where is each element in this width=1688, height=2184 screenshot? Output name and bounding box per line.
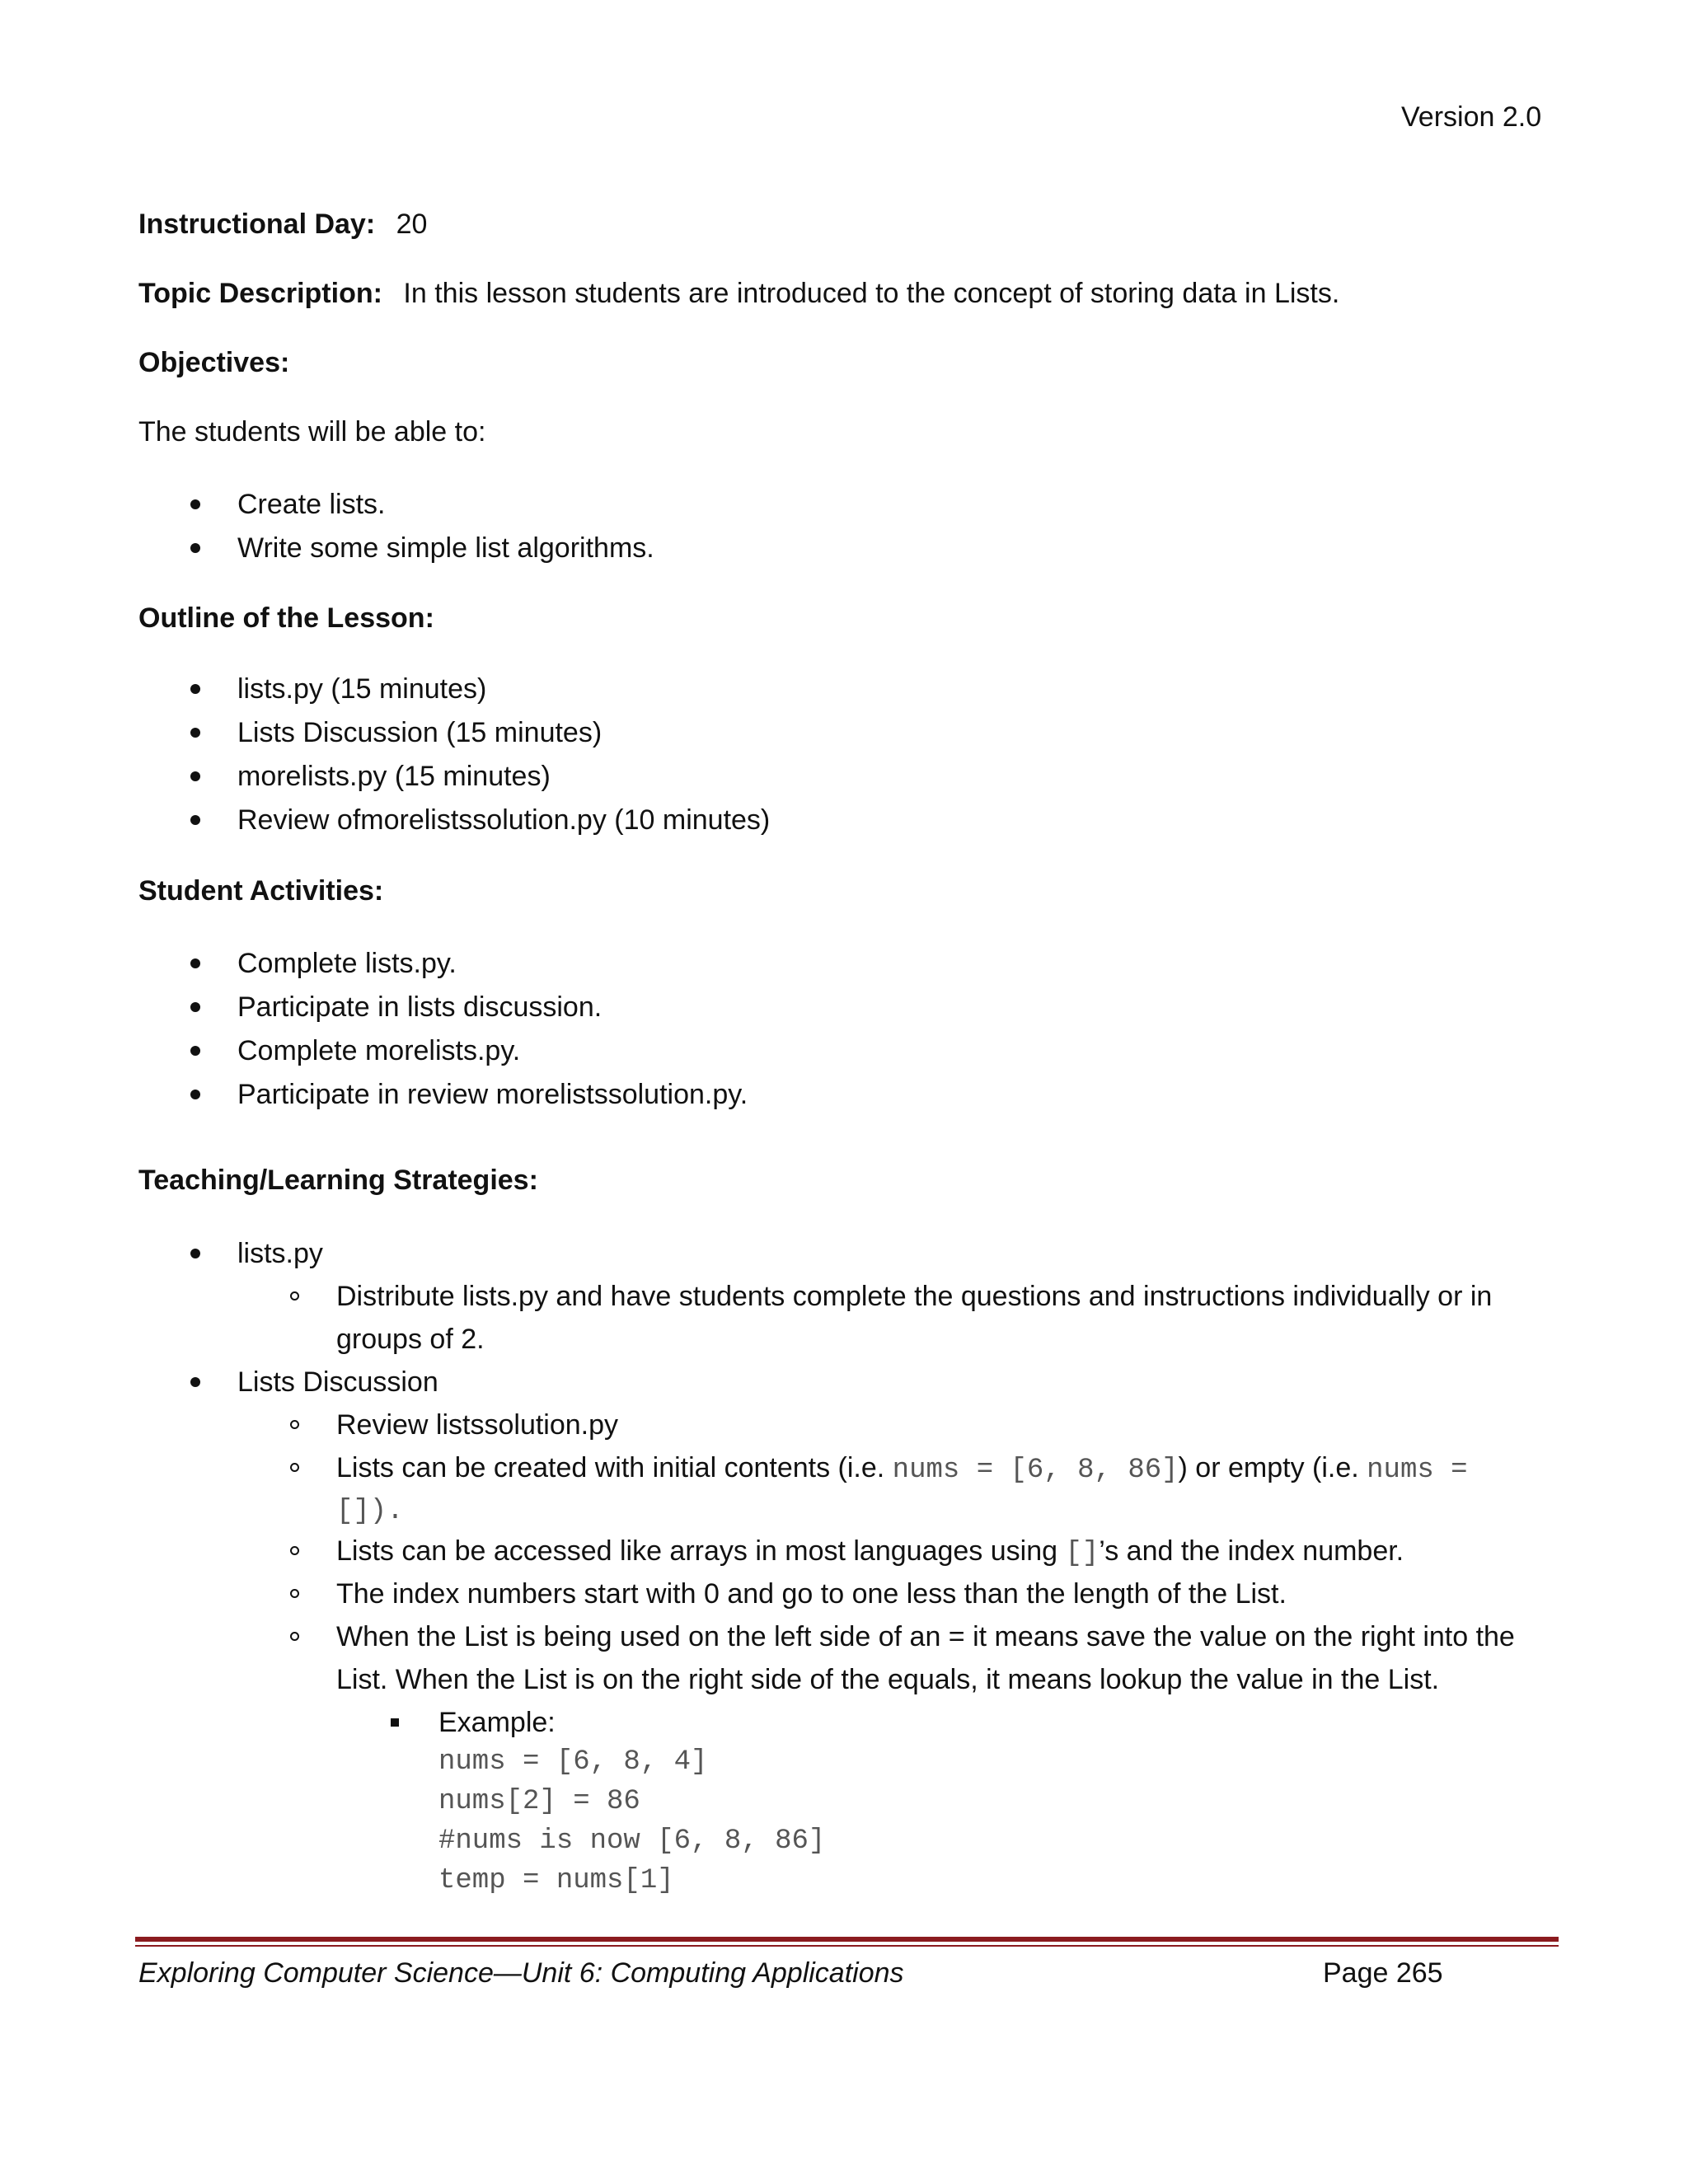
- strategy-subitem-cont: List. When the List is on the right side of the equals, it means lookup the value in the List.: [336, 1664, 1440, 1695]
- activity-item: Complete lists.py.: [237, 948, 457, 979]
- circle-bullet-icon: [290, 1632, 299, 1641]
- instructional-day-label: Instructional Day:: [138, 209, 376, 240]
- activity-item: Participate in lists discussion.: [237, 991, 603, 1023]
- outline-heading: Outline of the Lesson:: [138, 602, 434, 634]
- code-inline: nums =: [1367, 1455, 1468, 1486]
- strategies-heading: Teaching/Learning Strategies:: [138, 1165, 538, 1196]
- footer-rule-thin: [135, 1945, 1559, 1947]
- code-inline: []: [1065, 1538, 1100, 1569]
- strategy-subitem: [336, 1533, 1404, 1572]
- text-segment: ) or empty (i.e.: [1178, 1452, 1367, 1483]
- objectives-heading: Objectives:: [138, 347, 290, 378]
- outline-item: Review ofmorelistssolution.py (10 minutes): [237, 804, 771, 836]
- strategy-subitem: When the List is being used on the left side of an = it means save the value on the right into the: [336, 1621, 1515, 1652]
- topic-label: Topic Description:: [138, 278, 382, 309]
- instructional-day: [138, 206, 427, 242]
- footer-rule: [135, 1937, 1559, 1942]
- outline-item: Lists Discussion (15 minutes): [237, 717, 603, 748]
- bullet-icon: [190, 1046, 200, 1056]
- square-bullet-icon: [391, 1718, 399, 1727]
- bullet-icon: [190, 728, 200, 738]
- bullet-icon: [190, 1090, 200, 1099]
- bullet-icon: [190, 543, 200, 553]
- circle-bullet-icon: [290, 1463, 299, 1472]
- page-number: Page 265: [1323, 1957, 1443, 1989]
- strategy-subitem: [336, 1450, 1468, 1488]
- footer-title: Exploring Computer Science—Unit 6: Computing Applications: [138, 1957, 904, 1989]
- activity-item: Complete morelists.py.: [237, 1035, 521, 1066]
- example-label: Example:: [438, 1707, 556, 1738]
- bullet-icon: [190, 815, 200, 825]
- code-inline: nums = [6, 8, 86]: [892, 1455, 1179, 1486]
- bullet-icon: [190, 1002, 200, 1012]
- strategy-item-discussion: Lists Discussion: [237, 1366, 438, 1398]
- bullet-icon: [190, 958, 200, 968]
- code-line: nums[2] = 86: [438, 1786, 640, 1817]
- circle-bullet-icon: [290, 1589, 299, 1598]
- topic-text: In this lesson students are introduced to the concept of storing data in Lists.: [403, 278, 1340, 309]
- text-segment: Lists can be created with initial contents (i.e.: [336, 1452, 893, 1483]
- bullet-icon: [190, 684, 200, 694]
- bullet-icon: [190, 1377, 200, 1387]
- circle-bullet-icon: [290, 1291, 299, 1301]
- objective-item: Create lists.: [237, 489, 386, 520]
- circle-bullet-icon: [290, 1546, 299, 1555]
- strategy-subitem-cont: groups of 2.: [336, 1324, 485, 1355]
- text-segment: Lists can be accessed like arrays in most languages using: [336, 1535, 1066, 1567]
- strategy-subitem-cont: [336, 1491, 404, 1530]
- code-inline: []).: [336, 1496, 404, 1527]
- code-line: nums = [6, 8, 4]: [438, 1746, 708, 1778]
- code-line: #nums is now [6, 8, 86]: [438, 1825, 826, 1857]
- version-label: Version 2.0: [1401, 101, 1542, 133]
- bullet-icon: [190, 499, 200, 509]
- topic-description: [138, 275, 1339, 312]
- activity-item: Participate in review morelistssolution.py.: [237, 1079, 748, 1110]
- code-block: [438, 1742, 825, 1900]
- objective-item: Write some simple list algorithms.: [237, 532, 654, 564]
- outline-item: morelists.py (15 minutes): [237, 761, 551, 792]
- activities-heading: Student Activities:: [138, 875, 384, 907]
- objectives-intro: The students will be able to:: [138, 416, 486, 448]
- strategy-subitem: Distribute lists.py and have students complete the questions and instructions individually or in: [336, 1281, 1493, 1312]
- instructional-day-value: 20: [396, 209, 428, 240]
- circle-bullet-icon: [290, 1420, 299, 1429]
- bullet-icon: [190, 771, 200, 781]
- strategy-item-lists-py: lists.py: [237, 1238, 323, 1269]
- code-line: temp = nums[1]: [438, 1865, 674, 1896]
- outline-item: lists.py (15 minutes): [237, 673, 487, 705]
- bullet-icon: [190, 1249, 200, 1258]
- strategy-subitem: Review listssolution.py: [336, 1409, 619, 1441]
- text-segment: ’s and the index number.: [1099, 1535, 1404, 1567]
- strategy-subitem: The index numbers start with 0 and go to one less than the length of the List.: [336, 1578, 1287, 1610]
